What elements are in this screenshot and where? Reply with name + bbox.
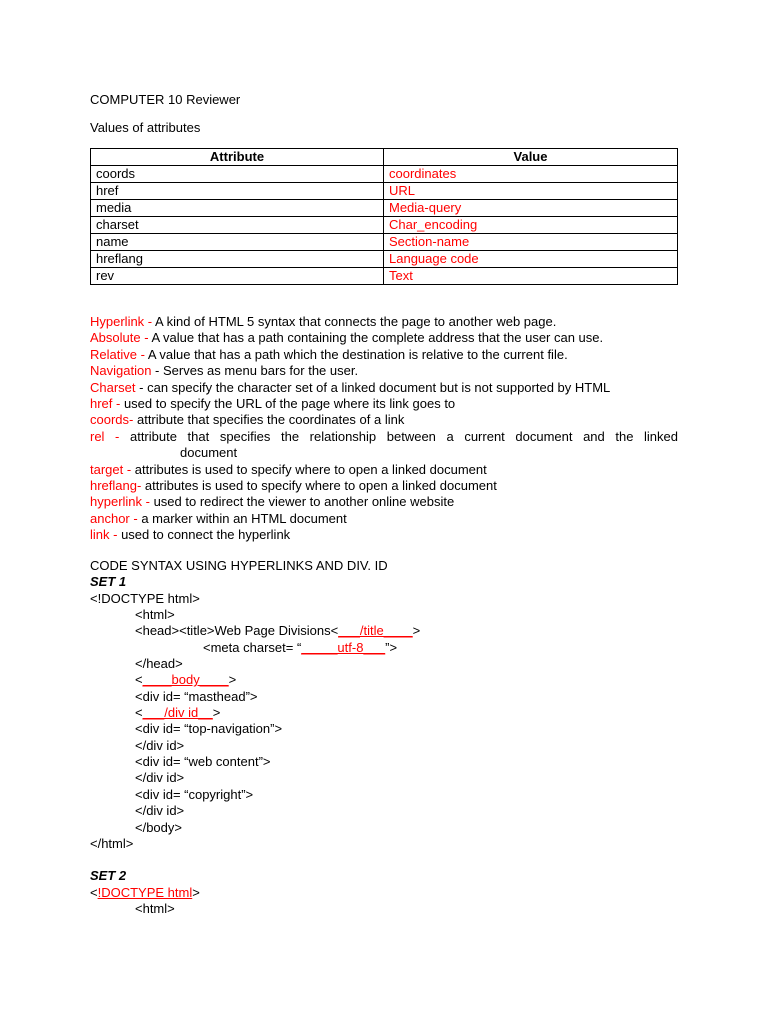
- attribute-cell: charset: [91, 217, 384, 234]
- code-line: <html>: [135, 900, 175, 916]
- code-line: <html>: [135, 607, 175, 623]
- table-row: [91, 217, 678, 234]
- code-text: <: [135, 672, 143, 688]
- code-line: <div id= “top-navigation”>: [135, 721, 283, 737]
- definitions-list: [90, 314, 678, 544]
- definition-text: attribute that specifies the coordinates of a link: [133, 412, 405, 428]
- code-text: ”>: [385, 639, 398, 655]
- code-line: <!DOCTYPE html>: [90, 590, 200, 606]
- definition-term: Hyperlink -: [90, 314, 153, 329]
- definition-item: [90, 363, 678, 379]
- code-line: <div id= “masthead”>: [135, 688, 258, 704]
- definition-term: link -: [90, 527, 118, 543]
- table-row: [91, 183, 678, 200]
- code-line: </body>: [135, 819, 182, 835]
- code-line: </div id>: [135, 737, 185, 753]
- definition-item: [90, 527, 678, 543]
- answer-blank: ____body____: [142, 672, 229, 688]
- value-cell: coordinates: [384, 166, 678, 183]
- code-text: <meta charset= “: [203, 639, 302, 655]
- attributes-table: [90, 148, 678, 285]
- table-row: [91, 251, 678, 268]
- attribute-cell: name: [91, 234, 384, 251]
- definition-text: - Serves as menu bars for the user.: [151, 363, 359, 379]
- value-cell: Section-name: [384, 234, 678, 251]
- definition-term: Absolute -: [90, 330, 149, 346]
- code-line: [90, 705, 678, 721]
- code-line: [90, 672, 678, 688]
- attribute-cell: coords: [91, 166, 384, 183]
- definition-term: href -: [90, 396, 121, 412]
- value-cell: URL: [384, 183, 678, 200]
- definition-continuation: document: [180, 445, 238, 461]
- definition-term: anchor -: [90, 510, 138, 526]
- definition-text: A kind of HTML 5 syntax that connects the page to another web page.: [152, 314, 557, 329]
- code-line: </html>: [90, 835, 134, 851]
- definition-text: used to specify the URL of the page where its link goes to: [120, 396, 456, 412]
- code-line: <div id= “copyright”>: [135, 786, 254, 802]
- code-text: >: [192, 884, 200, 900]
- section-subtitle: Values of attributes: [90, 120, 201, 135]
- set2-label: SET 2: [90, 868, 127, 884]
- definition-term: coords-: [90, 412, 134, 428]
- value-cell: Text: [384, 268, 678, 285]
- definition-item: [90, 429, 678, 445]
- definition-term: hreflang-: [90, 478, 142, 494]
- attribute-cell: rev: [91, 268, 384, 285]
- definition-text: attribute that specifies the relationship between a current document and the linked: [119, 428, 678, 444]
- table-row: [91, 200, 678, 217]
- definition-text: used to connect the hyperlink: [117, 527, 291, 543]
- definition-term: Charset: [90, 379, 136, 395]
- definition-text: used to redirect the viewer to another online website: [149, 494, 455, 510]
- definition-item: [90, 478, 678, 494]
- definition-item: [90, 314, 678, 330]
- value-cell: Language code: [384, 251, 678, 268]
- code-heading: CODE SYNTAX USING HYPERLINKS AND DIV. ID: [90, 558, 388, 573]
- code-syntax-section: [90, 558, 678, 917]
- value-cell: Media-query: [384, 200, 678, 217]
- definition-term: rel -: [90, 428, 120, 444]
- code-line: </div id>: [135, 770, 185, 786]
- code-text: <: [135, 705, 143, 721]
- answer-blank: !DOCTYPE html: [97, 884, 193, 900]
- answer-blank: ___/div id__: [142, 705, 213, 721]
- definition-item: [90, 396, 678, 412]
- definition-item: [90, 347, 678, 363]
- definition-text: A value that has a path which the destination is relative to the current file.: [144, 346, 568, 362]
- definition-text: attributes is used to specify where to open a linked document: [141, 478, 497, 494]
- code-text: <head><title>Web Page Divisions<: [135, 623, 339, 639]
- answer-blank: ___/title____: [338, 623, 413, 639]
- code-line: [90, 623, 678, 639]
- attribute-cell: href: [91, 183, 384, 200]
- code-text: >: [228, 672, 237, 688]
- code-text: <: [90, 884, 98, 900]
- definition-item: [90, 462, 678, 478]
- definition-text: attributes is used to specify where to open a linked document: [131, 461, 487, 477]
- attribute-cell: hreflang: [91, 251, 384, 268]
- definition-term: Relative -: [90, 346, 145, 362]
- table-header-row: [91, 149, 678, 166]
- code-text: >: [212, 705, 221, 721]
- definition-term: target -: [90, 461, 132, 477]
- document-title: COMPUTER 10 Reviewer: [90, 92, 241, 107]
- answer-blank: _____utf-8___: [301, 639, 386, 655]
- set1-label: SET 1: [90, 574, 127, 590]
- table-row: [91, 234, 678, 251]
- code-line: </div id>: [135, 803, 185, 819]
- spacer: [90, 852, 678, 868]
- definition-text: A value that has a path containing the complete address that the user can use.: [148, 330, 604, 346]
- attribute-cell: media: [91, 200, 384, 217]
- definition-text: - can specify the character set of a linked document but is not supported by HTML: [135, 379, 611, 395]
- code-line: <div id= “web content”>: [135, 754, 271, 770]
- definition-term: Navigation: [90, 363, 152, 379]
- definition-text: a marker within an HTML document: [137, 510, 347, 526]
- definition-item: [90, 330, 678, 346]
- value-cell: Char_encoding: [384, 217, 678, 234]
- definition-item: [90, 412, 678, 428]
- definition-item: [90, 511, 678, 527]
- definition-term: hyperlink -: [90, 494, 150, 510]
- code-line: </head>: [135, 656, 183, 672]
- column-header-attribute: Attribute: [91, 149, 384, 166]
- table-row: [91, 166, 678, 183]
- code-line: [90, 640, 678, 656]
- column-header-value: Value: [384, 149, 678, 166]
- definition-item: [90, 380, 678, 396]
- code-line: [90, 885, 678, 901]
- code-text: >: [412, 623, 421, 639]
- definition-item: [90, 494, 678, 510]
- table-row: [91, 268, 678, 285]
